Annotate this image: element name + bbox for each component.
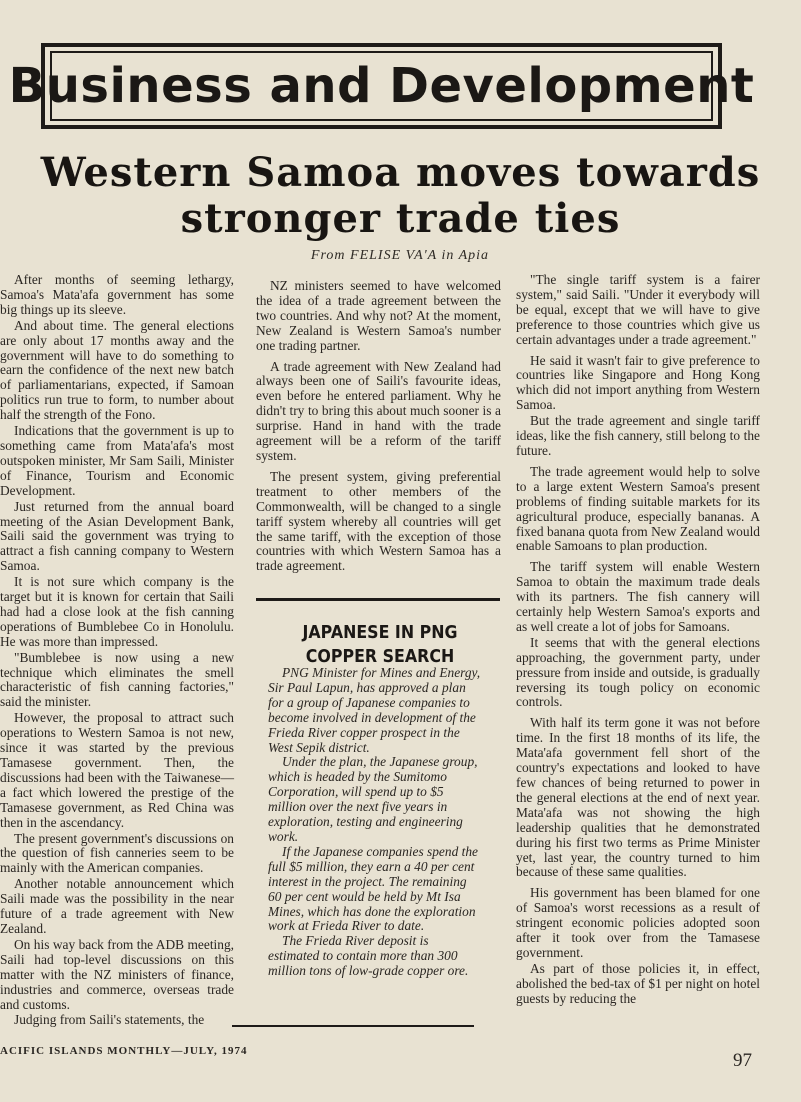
article-byline: From FELISE VA'A in Apia — [310, 248, 490, 263]
sidebar-bottom-rule — [232, 1025, 474, 1027]
paragraph: The present system, giving preferential treatment to other members of the Commonwealth, will be changed to a single tariff system whereby all countries will get the same tariff, with the exception of those countries with which Western Samoa has a trade agreement. — [256, 468, 501, 574]
paragraph: Indications that the government is up to something came from Mata'afa's most outspoken minister, Mr Sam Saili, Minister of Finance, Tourism and Economic Development. — [0, 423, 234, 498]
paragraph: After months of seeming lethargy, Samoa's Mata'afa government has some big things up its sleeve. — [0, 272, 234, 317]
headline-line-2: stronger trade ties — [180, 195, 621, 242]
headline-line-1: Western Samoa moves towards — [40, 149, 761, 196]
article-headline — [20, 150, 781, 242]
publication-footer: ACIFIC ISLANDS MONTHLY—JULY, 1974 — [0, 1045, 248, 1057]
page-number: 97 — [733, 1050, 752, 1071]
paragraph: It seems that with the general elections approaching, the government party, under pressure from inside and outside, is gradually reversing its tough policy on economic controls. — [516, 634, 760, 710]
paragraph: NZ ministers seemed to have welcomed the idea of a trade agreement between the two countries. And why not? At the moment, New Zealand is Western Samoa's number one trading partner. — [256, 278, 501, 353]
paragraph: "Bumblebee is now using a new technique which eliminates the smell characteristic of fish canning factories," said the minister. — [0, 649, 234, 710]
article-column-2 — [256, 279, 501, 574]
paragraph: If the Japanese companies spend the full $5 million, they earn a 40 per cent interest in the project. The remaining 60 per cent would be held by Mt Isa Mines, which has done the exploration work at Frieda River to date. — [268, 843, 478, 934]
sidebar-headline-line-1: JAPANESE IN PNG — [302, 622, 458, 643]
paragraph: Another notable announcement which Saili made was the possibility in the near future of a trade agreement with New Zealand. — [0, 876, 234, 936]
paragraph: Judging from Saili's statements, the — [14, 1012, 205, 1028]
paragraph: And about time. The general elections are only about 17 months away and the government will have to do something to earn the confidence of the next new batch of parliamentarians, expected, if Samoan politics run true to form, to number about half the strength of the Fono. — [0, 317, 234, 423]
section-title: Business and Development — [8, 58, 755, 114]
paragraph: "The single tariff system is a fairer system," said Saili. "Under it everybody will be equal, except that we will have to give preference to those countries which give us certain advantages under a trade agreement." — [516, 272, 760, 347]
paragraph: PNG Minister for Mines and Energy, Sir Paul Lapun, has approved a plan for a group of Japanese companies to become involved in development of the Frieda River copper prospect in the West Sepik district. — [268, 665, 481, 755]
paragraph: However, the proposal to attract such operations to Western Samoa is not new, since it was started by the previous Tamasese government. Then, the discussions had been with the Taiwanese—a fact which lowered the prestige of the Tamasese government, as Red China was then in the ascendancy. — [0, 710, 234, 830]
paragraph: The present government's discussions on the question of fish canneries seem to be mainly with the American companies. — [0, 830, 234, 876]
paragraph: With half its term gone it was not before time. In the first 18 months of its life, the Mata'afa government fell short of the country's expectations and looked to have few chances of being returned to power in the general elections at the end of next year. Mata'afa was not showing the high leadership qualities that he demonstrated during his first two terms as Prime Minister yet, last year, the country turned to him because of these same qualities. — [516, 715, 760, 880]
paragraph: The tariff system will enable Western Samoa to obtain the maximum trade deals with its partners. The fish cannery will certainly help Western Samoa's exports and as well create a lot of jobs for Samoans. — [516, 559, 760, 634]
sidebar-headline-line-2: COPPER SEARCH — [305, 646, 455, 667]
section-header-inner-border — [8, 51, 755, 121]
paragraph: His government has been blamed for one of Samoa's worst recessions as a result of stringent economic policies adopted soon after it took over from the Tamasese government. — [516, 885, 760, 960]
paragraph: The trade agreement would help to solve to a large extent Western Samoa's present problems of finding suitable markets for its agricultural produce, especially bananas. A fixed banana quota from New Zealand would enable Samoans to plan production. — [516, 463, 760, 554]
sidebar-headline — [274, 621, 485, 669]
paragraph: But the trade agreement and single tariff ideas, like the fish cannery, still belong to the future. — [516, 413, 760, 458]
paragraph: Just returned from the annual board meeting of the Asian Development Bank, Saili said the government was trying to attract a fish canning company to Western Samoa. — [0, 498, 234, 574]
paragraph: On his way back from the ADB meeting, Saili had top-level discussions on this matter with the NZ ministers of finance, industries and commerce, overseas trade and customs. — [0, 936, 234, 1012]
article-column-1 — [0, 273, 234, 1028]
sidebar-story-body — [268, 666, 482, 979]
section-header-box — [8, 43, 755, 129]
paragraph: The Frieda River deposit is estimated to contain more than 300 million tons of low-grade copper ore. — [268, 933, 469, 979]
paragraph: It is not sure which company is the target but it is known for certain that Saili had had a close look at the fish canning operations of Bumblebee Co in Honolulu. He was more than impressed. — [0, 574, 234, 649]
paragraph: He said it wasn't fair to give preference to countries like Singapore and Hong Kong which did not import anything from Western Samoa. — [516, 352, 760, 413]
paragraph: A trade agreement with New Zealand had always been one of Saili's favourite ideas, even before he entered parliament. Why he didn't try to bring this about much sooner is a surprise. Hand in hand with the trade agreement will be a reform of the tariff system. — [256, 358, 501, 463]
sidebar-top-rule — [256, 598, 500, 601]
paragraph: Under the plan, the Japanese group, which is headed by the Sumitomo Corporation, will spend up to $5 million over the next five years in exploration, testing and engineering work. — [268, 754, 478, 844]
article-column-3 — [516, 273, 760, 1007]
paragraph: As part of those policies it, in effect, abolished the bed-tax of $1 per night on hotel guests by reducing the — [516, 960, 760, 1006]
